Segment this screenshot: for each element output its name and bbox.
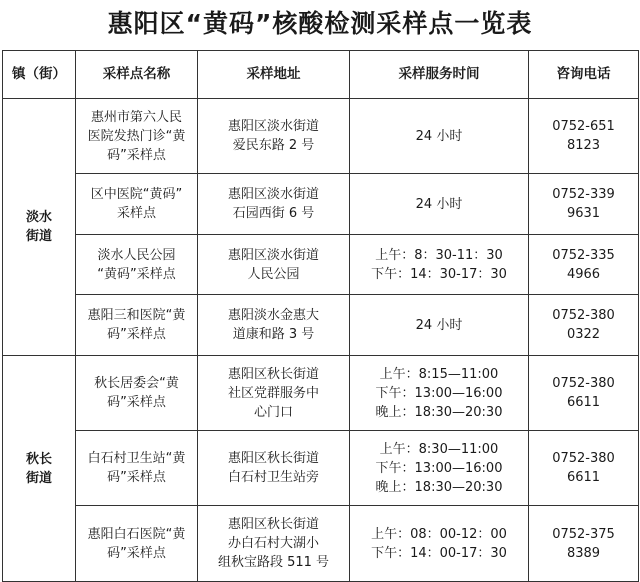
phone-cell-line: 4966 <box>566 266 601 282</box>
service-time-cell-line: 上午：8：30-11：30 <box>375 247 503 263</box>
service-time-cell-line: 晚上：18:30—20:30 <box>375 479 503 495</box>
table-row <box>3 174 639 235</box>
service-time-cell-line: 24 小时 <box>415 128 463 144</box>
address-cell-line: 道康和路 3 号 <box>232 327 315 342</box>
table-row <box>3 235 639 295</box>
phone-cell <box>529 99 639 174</box>
site-name-cell-line: 码”采样点 <box>107 327 166 342</box>
header-site-name: 采样点名称 <box>76 51 198 99</box>
address-cell-line: 惠阳区秋长街道 <box>227 517 319 532</box>
address-cell-line: 惠阳区淡水街道 <box>227 187 319 202</box>
phone-cell <box>529 356 639 431</box>
table-row <box>3 506 639 582</box>
site-name-cell-line: 医院发热门诊“黄 <box>87 128 186 144</box>
site-name-cell <box>76 506 198 582</box>
address-cell-line: 惠阳区淡水街道 <box>227 247 319 263</box>
address-cell-line: 惠阳区秋长街道 <box>227 366 319 382</box>
site-name-cell-line: 区中医院“黄码” <box>90 187 183 202</box>
service-time-cell-line: 上午：8:15—11:00 <box>379 366 499 382</box>
address-cell-line: 石园西街 6 号 <box>232 206 315 221</box>
address-cell-line: 心门口 <box>253 404 293 420</box>
header-service-time: 采样服务时间 <box>350 51 529 99</box>
site-name-cell-line: 惠阳三和医院“黄 <box>87 308 186 323</box>
phone-cell-line: 8389 <box>566 545 601 561</box>
town-cell <box>3 99 76 356</box>
phone-cell-line: 8123 <box>566 138 601 153</box>
table-row <box>3 356 639 431</box>
phone-cell <box>529 431 639 506</box>
header-phone: 咨询电话 <box>529 51 639 99</box>
site-name-cell <box>76 295 198 356</box>
service-time-cell <box>350 235 529 295</box>
address-cell <box>198 356 350 431</box>
phone-cell-line: 6611 <box>566 395 601 410</box>
phone-cell-line: 0752-375 <box>552 526 615 542</box>
address-cell-line: 惠阳淡水金惠大 <box>227 308 319 323</box>
site-name-cell-line: 码”采样点 <box>107 470 166 485</box>
town-cell-line: 街道 <box>25 229 52 244</box>
sampling-sites-table <box>2 50 639 582</box>
service-time-cell-line: 24 小时 <box>415 317 463 333</box>
phone-cell-line: 0322 <box>566 327 601 342</box>
site-name-cell <box>76 356 198 431</box>
service-time-cell-line: 24 小时 <box>415 196 463 212</box>
site-name-cell-line: 惠阳白石医院“黄 <box>87 526 186 542</box>
site-name-cell-line: 采样点 <box>116 206 156 221</box>
site-name-cell-line: “黄码”采样点 <box>97 266 176 282</box>
page-title: 惠阳区“黄码”核酸检测采样点一览表 <box>107 9 533 38</box>
service-time-cell-line: 上午：08：00-12：00 <box>371 526 507 542</box>
site-name-cell-line: 惠州市第六人民 <box>90 109 182 125</box>
phone-cell <box>529 295 639 356</box>
phone-cell-line: 0752-380 <box>552 451 615 466</box>
address-cell-line: 惠阳区淡水街道 <box>227 119 319 134</box>
site-name-cell-line: 秋长居委会“黄 <box>94 376 179 391</box>
service-time-cell-line: 下午：14：30-17：30 <box>371 266 507 282</box>
site-name-cell <box>76 235 198 295</box>
service-time-cell-line: 晚上：18:30—20:30 <box>375 404 503 420</box>
service-time-cell-line: 上午：8:30—11:00 <box>379 441 499 457</box>
service-time-cell <box>350 99 529 174</box>
service-time-cell-line: 下午：13:00—16:00 <box>375 460 503 476</box>
site-name-cell-line: 淡水人民公园 <box>97 247 176 263</box>
phone-cell-line: 6611 <box>566 470 601 485</box>
service-time-cell <box>350 356 529 431</box>
address-cell-line: 惠阳区秋长街道 <box>227 451 319 466</box>
address-cell <box>198 431 350 506</box>
service-time-cell <box>350 506 529 582</box>
service-time-cell <box>350 174 529 235</box>
site-name-cell <box>76 431 198 506</box>
address-cell <box>198 235 350 295</box>
address-cell-line: 爱民东路 2 号 <box>232 138 315 153</box>
phone-cell <box>529 506 639 582</box>
town-cell-line: 淡水 <box>25 210 52 225</box>
site-name-cell-line: 码”采样点 <box>107 147 166 163</box>
address-cell-line: 社区党群服务中 <box>227 385 319 401</box>
header-town: 镇（街） <box>3 51 76 99</box>
service-time-cell-line: 下午：14：00-17：30 <box>371 545 507 561</box>
address-cell-line: 白石村卫生站旁 <box>227 470 319 485</box>
site-name-cell <box>76 99 198 174</box>
site-name-cell-line: 码”采样点 <box>107 395 166 410</box>
address-cell-line: 办白石村大湖小 <box>227 536 319 551</box>
phone-cell-line: 0752-651 <box>552 119 615 134</box>
phone-cell-line: 0752-339 <box>552 187 615 202</box>
phone-cell-line: 0752-335 <box>552 247 615 263</box>
service-time-cell-line: 下午：13:00—16:00 <box>375 385 503 401</box>
phone-cell-line: 0752-380 <box>552 308 615 323</box>
phone-cell-line: 0752-380 <box>552 376 615 391</box>
phone-cell <box>529 174 639 235</box>
town-cell <box>3 356 76 582</box>
table-row <box>3 99 639 174</box>
site-name-cell-line: 白石村卫生站“黄 <box>87 451 186 466</box>
address-cell-line: 人民公园 <box>247 266 300 282</box>
site-name-cell-line: 码”采样点 <box>107 545 166 561</box>
table-row <box>3 295 639 356</box>
service-time-cell <box>350 431 529 506</box>
address-cell-line: 组秋宝路段 511 号 <box>217 555 330 570</box>
site-name-cell <box>76 174 198 235</box>
address-cell <box>198 99 350 174</box>
header-row <box>3 51 639 99</box>
town-cell-line: 秋长 <box>25 451 52 467</box>
address-cell <box>198 295 350 356</box>
service-time-cell <box>350 295 529 356</box>
phone-cell <box>529 235 639 295</box>
table-row <box>3 431 639 506</box>
address-cell <box>198 174 350 235</box>
header-address: 采样地址 <box>198 51 350 99</box>
phone-cell-line: 9631 <box>566 206 601 221</box>
address-cell <box>198 506 350 582</box>
town-cell-line: 街道 <box>25 470 52 486</box>
